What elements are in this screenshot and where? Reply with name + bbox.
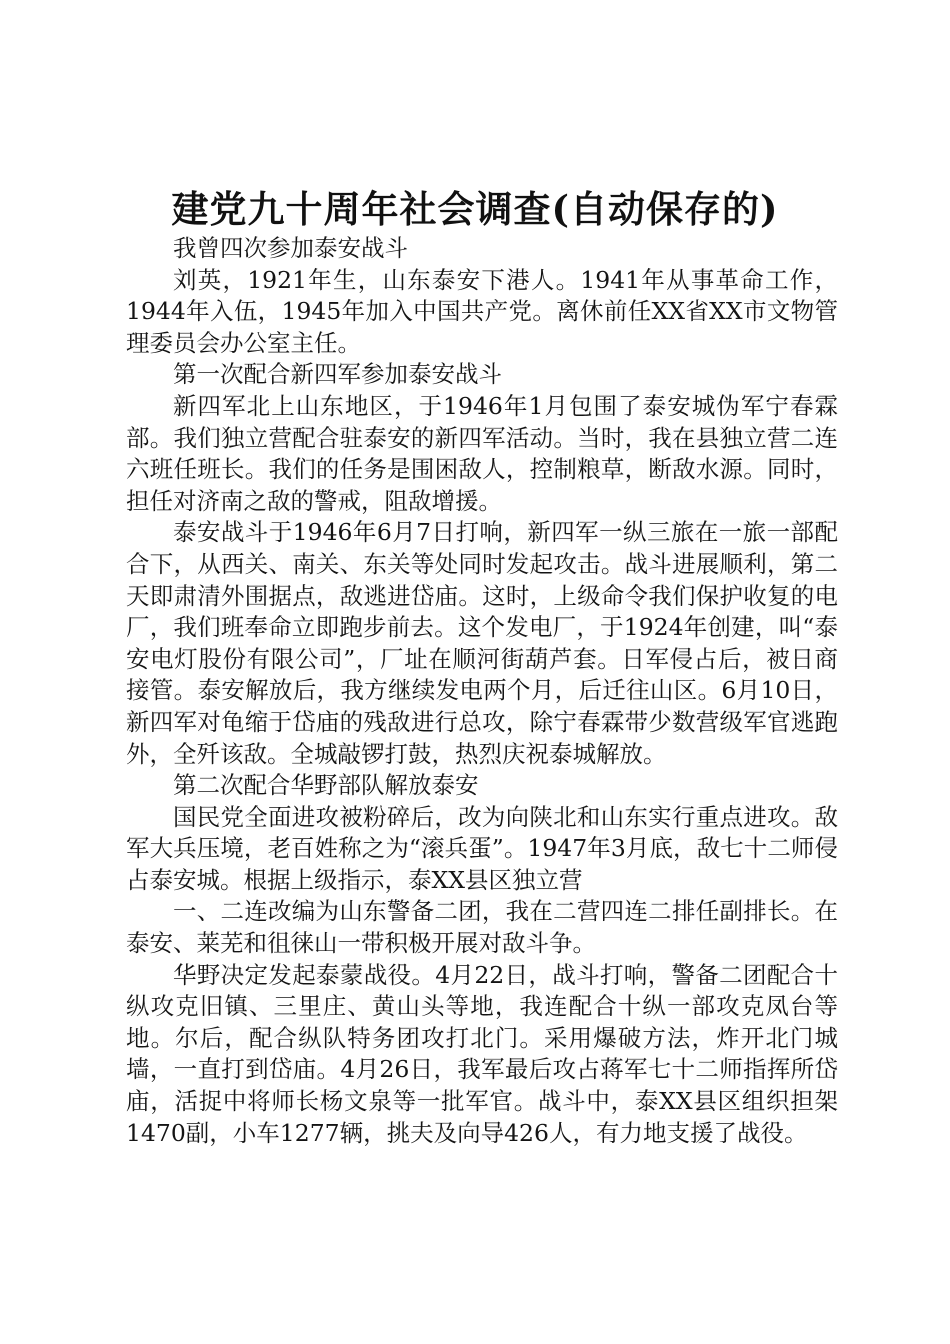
document-title: 建党九十周年社会调查(自动保存的) (171, 187, 779, 231)
paragraph: 第二次配合华野部队解放泰安 (173, 771, 479, 800)
paragraph: 新四军北上山东地区，于1946年1月包围了泰安城伪军宁春霖部。我们独立营配合驻泰安的新四军活动。当时，我在县独立营二连六班任班长。我们的任务是围困敌人，控制粮草，断敌水源。同时，担任对济南之敌的警戒，阻敌增援。 (126, 391, 838, 515)
paragraph: 国民党全面进攻被粉碎后，改为向陕北和山东实行重点进攻。敌军大兵压境，老百姓称之为“滚兵蛋”。1947年3月底，敌七十二师侵占泰安城。根据上级指示，泰XX县区独立营 (126, 802, 838, 894)
paragraph: 一、二连改编为山东警备二团，我在二营四连二排任副排长。在泰安、莱芜和徂徕山一带积极开展对敌斗争。 (126, 897, 838, 958)
paragraph: 刘英，1921年生，山东泰安下港人。1941年从事革命工作，1944年入伍，1945年加入中国共产党。离休前任XX省XX市文物管理委员会办公室主任。 (126, 265, 838, 357)
paragraph: 泰安战斗于1946年6月7日打响，新四军一纵三旅在一旅一部配合下，从西关、南关、东关等处同时发起攻击。战斗进展顺利，第二天即肃清外围据点，敌逃进岱庙。这时，上级命令我们保护收复的电厂，我们班奉命立即跑步前去。这个发电厂，于1924年创建，叫“泰安电灯股份有限公司”，厂址在顺河街葫芦套。日军侵占后，被日商接管。泰安解放后，我方继续发电两个月，后迁往山区。6月10日，新四军对龟缩于岱庙的残敌进行总攻，除宁春霖带少数营级军官逃跑外，全歼该敌。全城敲锣打鼓，热烈庆祝泰城解放。 (126, 518, 838, 768)
paragraph: 第一次配合新四军参加泰安战斗 (173, 360, 502, 389)
paragraph: 华野决定发起泰蒙战役。4月22日，战斗打响，警备二团配合十纵攻克旧镇、三里庄、黄山头等地，我连配合十纵一部攻克凤台等地。尔后，配合纵队特务团攻打北门。采用爆破方法，炸开北门城墙，一直打到岱庙。4月26日，我军最后攻占蒋军七十二师指挥所岱庙，活捉中将师长杨文泉等一批军官。战斗中，泰XX县区组织担架1470副，小车1277辆，挑夫及向导426人，有力地支援了战役。 (126, 960, 838, 1147)
paragraph: 我曾四次参加泰安战斗 (173, 234, 408, 262)
document-body (126, 233, 838, 1149)
